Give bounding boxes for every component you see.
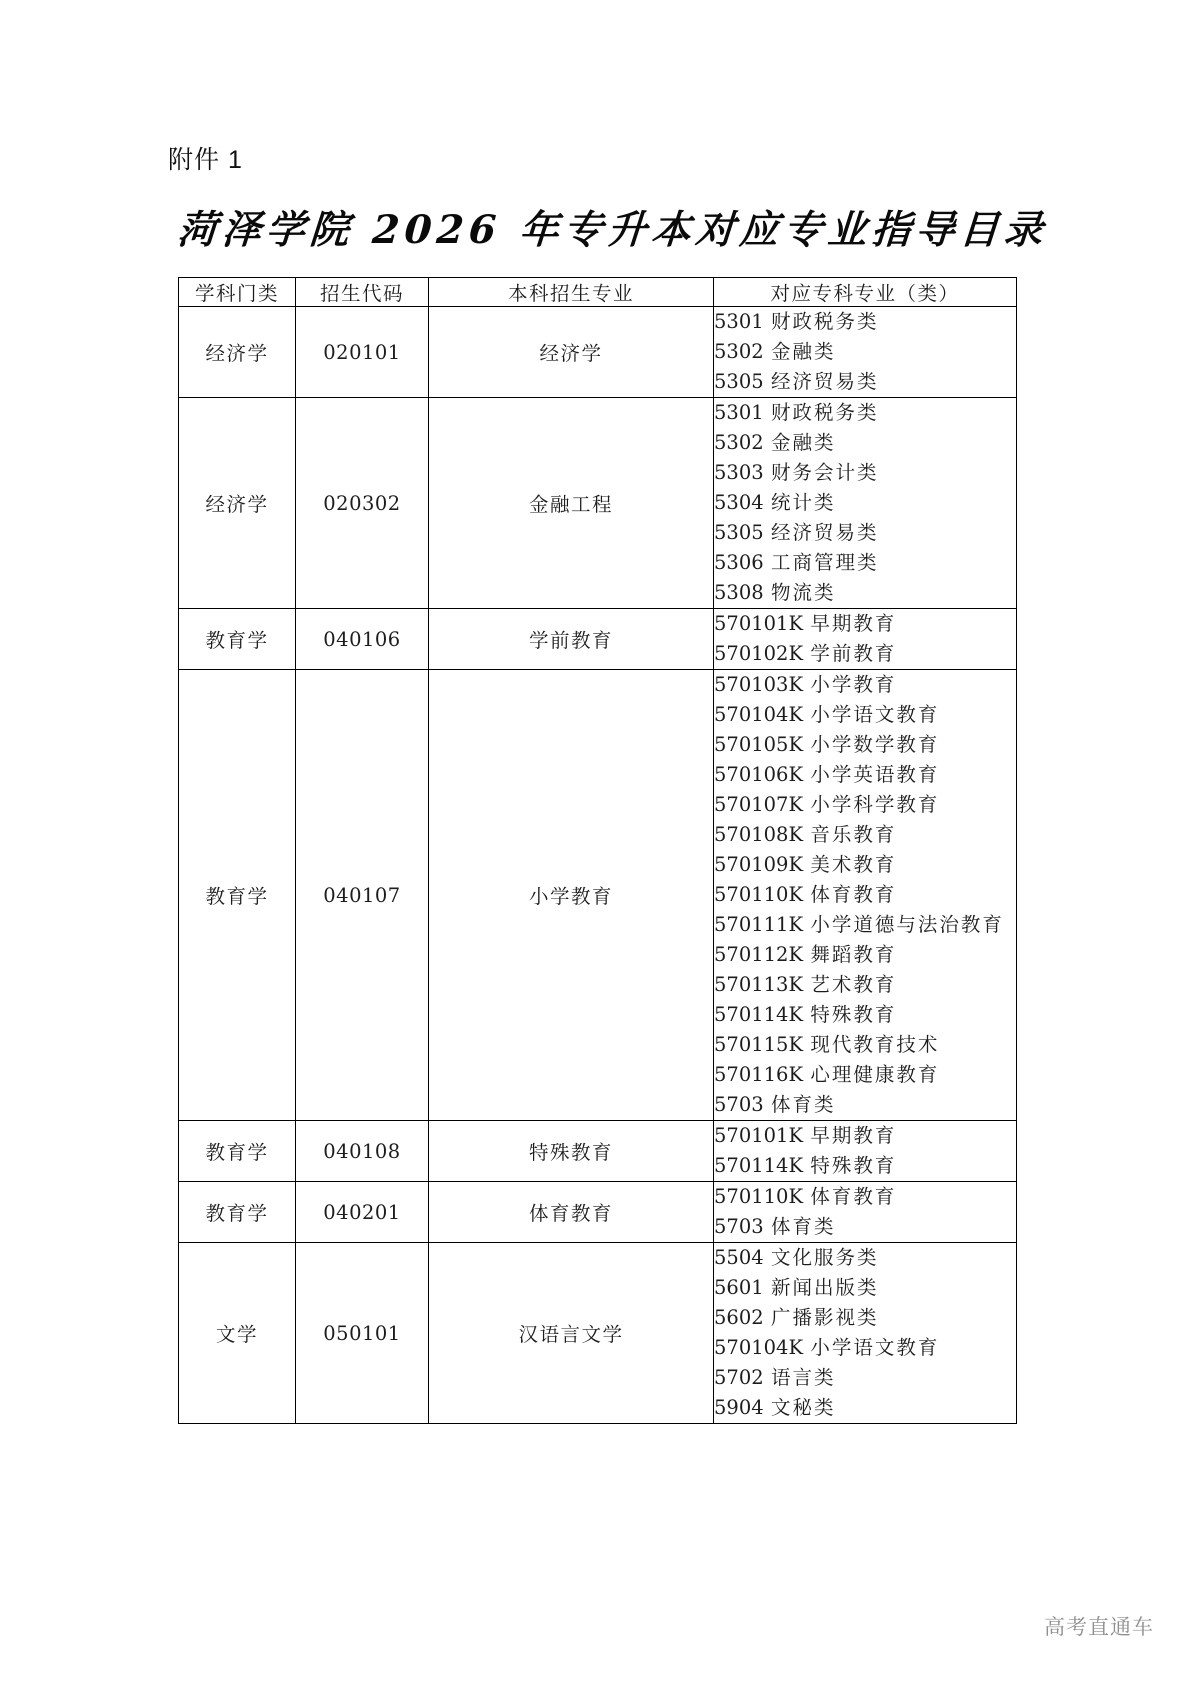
corresponding-major-code: 5305: [714, 370, 764, 393]
corresponding-major-code: 570112K: [714, 943, 804, 966]
corresponding-major-entry: [714, 458, 1016, 488]
corresponding-major-entry: [714, 1030, 1016, 1060]
table-row: [179, 609, 1017, 670]
table-row: [179, 1121, 1017, 1182]
corresponding-major-name: 学前教育: [810, 642, 897, 665]
entry-spacer: [764, 431, 771, 454]
cell-corresponding-majors: [714, 1182, 1017, 1243]
corresponding-major-entry: [714, 1303, 1016, 1333]
column-header-code: 招生代码: [296, 278, 429, 307]
corresponding-major-entry: [714, 1182, 1016, 1212]
corresponding-major-entry: [714, 850, 1016, 880]
corresponding-major-code: 5904: [714, 1396, 764, 1419]
corresponding-major-name: 金融类: [771, 431, 836, 454]
corresponding-major-entry: [714, 307, 1016, 337]
corresponding-major-entry: [714, 1273, 1016, 1303]
corresponding-major-entry: [714, 1151, 1016, 1181]
corresponding-major-entry: [714, 1121, 1016, 1151]
major-catalog-table: [178, 277, 1017, 1424]
corresponding-major-code: 570108K: [714, 823, 804, 846]
corresponding-major-code: 570114K: [714, 1154, 804, 1177]
corresponding-major-name: 新闻出版类: [771, 1276, 879, 1299]
corresponding-major-name: 特殊教育: [810, 1003, 897, 1026]
cell-corresponding-majors: [714, 307, 1017, 398]
entry-spacer: [764, 1215, 771, 1238]
column-header-discipline: 学科门类: [179, 278, 296, 307]
corresponding-major-entry: [714, 670, 1016, 700]
corresponding-major-name: 物流类: [771, 581, 836, 604]
corresponding-major-code: 570110K: [714, 883, 804, 906]
corresponding-major-name: 财政税务类: [771, 310, 879, 333]
corresponding-major-code: 5702: [714, 1366, 764, 1389]
cell-admission-code: 040201: [296, 1182, 429, 1243]
corresponding-major-code: 5703: [714, 1093, 764, 1116]
corresponding-major-entry: [714, 428, 1016, 458]
entry-spacer: [764, 1366, 771, 1389]
corresponding-major-entry: [714, 880, 1016, 910]
cell-corresponding-majors: [714, 670, 1017, 1121]
cell-admission-code: 040106: [296, 609, 429, 670]
corresponding-major-name: 早期教育: [810, 612, 897, 635]
table-row: [179, 1243, 1017, 1424]
cell-corresponding-majors: [714, 1243, 1017, 1424]
entry-spacer: [764, 1276, 771, 1299]
column-header-corresponding: 对应专科专业（类）: [714, 278, 1017, 307]
table-body: [179, 307, 1017, 1424]
table-row: [179, 670, 1017, 1121]
corresponding-major-entry: [714, 1243, 1016, 1273]
corresponding-major-entry: [714, 609, 1016, 639]
corresponding-major-entry: [714, 940, 1016, 970]
column-header-major: 本科招生专业: [429, 278, 714, 307]
corresponding-major-entry: [714, 760, 1016, 790]
entry-spacer: [764, 340, 771, 363]
corresponding-major-code: 570116K: [714, 1063, 804, 1086]
corresponding-major-name: 小学教育: [810, 673, 897, 696]
corresponding-major-code: 5302: [714, 431, 764, 454]
corresponding-major-code: 570109K: [714, 853, 804, 876]
corresponding-major-name: 小学数学教育: [810, 733, 940, 756]
corresponding-major-name: 财政税务类: [771, 401, 879, 424]
corresponding-major-code: 570105K: [714, 733, 804, 756]
entry-spacer: [764, 1306, 771, 1329]
corresponding-major-name: 小学语文教育: [810, 1336, 940, 1359]
corresponding-major-entry: [714, 730, 1016, 760]
corresponding-major-entry: [714, 790, 1016, 820]
entry-spacer: [764, 1396, 771, 1419]
cell-admission-code: 020101: [296, 307, 429, 398]
corresponding-major-code: 570103K: [714, 673, 804, 696]
corresponding-major-entry: [714, 1363, 1016, 1393]
corresponding-major-code: 5304: [714, 491, 764, 514]
corresponding-major-name: 体育类: [771, 1093, 836, 1116]
corresponding-major-entry: [714, 970, 1016, 1000]
corresponding-major-entry: [714, 488, 1016, 518]
corresponding-major-entry: [714, 820, 1016, 850]
corresponding-major-name: 小学英语教育: [810, 763, 940, 786]
corresponding-major-code: 5504: [714, 1246, 764, 1269]
cell-undergraduate-major: 学前教育: [429, 609, 714, 670]
corresponding-major-code: 570113K: [714, 973, 804, 996]
cell-discipline: 文学: [179, 1243, 296, 1424]
corresponding-major-entry: [714, 1212, 1016, 1242]
corresponding-major-entry: [714, 337, 1016, 367]
corresponding-major-name: 金融类: [771, 340, 836, 363]
corresponding-major-name: 音乐教育: [810, 823, 897, 846]
catalog-table-container: [178, 277, 1016, 1424]
cell-undergraduate-major: 小学教育: [429, 670, 714, 1121]
entry-spacer: [764, 521, 771, 544]
corresponding-major-entry: [714, 1333, 1016, 1363]
table-row: [179, 1182, 1017, 1243]
cell-corresponding-majors: [714, 398, 1017, 609]
entry-spacer: [764, 581, 771, 604]
cell-undergraduate-major: 经济学: [429, 307, 714, 398]
corresponding-major-name: 文化服务类: [771, 1246, 879, 1269]
entry-spacer: [764, 1246, 771, 1269]
corresponding-major-name: 小学科学教育: [810, 793, 940, 816]
corresponding-major-code: 5703: [714, 1215, 764, 1238]
cell-discipline: 教育学: [179, 670, 296, 1121]
corresponding-major-name: 体育教育: [810, 1185, 897, 1208]
corresponding-major-code: 5306: [714, 551, 764, 574]
corresponding-major-code: 5302: [714, 340, 764, 363]
cell-corresponding-majors: [714, 1121, 1017, 1182]
cell-undergraduate-major: 金融工程: [429, 398, 714, 609]
corresponding-major-name: 小学语文教育: [810, 703, 940, 726]
corresponding-major-entry: [714, 639, 1016, 669]
corresponding-major-name: 特殊教育: [810, 1154, 897, 1177]
entry-spacer: [764, 491, 771, 514]
corresponding-major-code: 570101K: [714, 612, 804, 635]
cell-admission-code: 040108: [296, 1121, 429, 1182]
corresponding-major-code: 570104K: [714, 703, 804, 726]
cell-undergraduate-major: 特殊教育: [429, 1121, 714, 1182]
table-header-row: [179, 278, 1017, 307]
corresponding-major-entry: [714, 1060, 1016, 1090]
entry-spacer: [764, 401, 771, 424]
corresponding-major-name: 经济贸易类: [771, 521, 879, 544]
corresponding-major-code: 5308: [714, 581, 764, 604]
corresponding-major-code: 570107K: [714, 793, 804, 816]
corresponding-major-entry: [714, 1000, 1016, 1030]
table-row: [179, 398, 1017, 609]
corresponding-major-name: 小学道德与法治教育: [810, 913, 1004, 936]
page-title: 菏泽学院 2026 年专升本对应专业指导目录: [176, 207, 1050, 253]
corresponding-major-code: 570114K: [714, 1003, 804, 1026]
cell-discipline: 经济学: [179, 398, 296, 609]
corresponding-major-code: 570104K: [714, 1336, 804, 1359]
cell-undergraduate-major: 汉语言文学: [429, 1243, 714, 1424]
cell-undergraduate-major: 体育教育: [429, 1182, 714, 1243]
cell-admission-code: 040107: [296, 670, 429, 1121]
cell-corresponding-majors: [714, 609, 1017, 670]
cell-discipline: 教育学: [179, 1121, 296, 1182]
corresponding-major-code: 570106K: [714, 763, 804, 786]
corresponding-major-code: 5301: [714, 310, 764, 333]
watermark: 高考直通车: [1044, 1616, 1154, 1639]
corresponding-major-code: 570115K: [714, 1033, 804, 1056]
entry-spacer: [764, 370, 771, 393]
corresponding-major-code: 570101K: [714, 1124, 804, 1147]
cell-admission-code: 050101: [296, 1243, 429, 1424]
corresponding-major-entry: [714, 398, 1016, 428]
entry-spacer: [764, 461, 771, 484]
cell-discipline: 教育学: [179, 609, 296, 670]
corresponding-major-name: 早期教育: [810, 1124, 897, 1147]
corresponding-major-code: 5305: [714, 521, 764, 544]
corresponding-major-code: 5602: [714, 1306, 764, 1329]
attachment-label: 附件 1: [168, 146, 243, 174]
entry-spacer: [764, 551, 771, 574]
corresponding-major-name: 统计类: [771, 491, 836, 514]
corresponding-major-code: 570111K: [714, 913, 804, 936]
corresponding-major-code: 570110K: [714, 1185, 804, 1208]
corresponding-major-name: 文秘类: [771, 1396, 836, 1419]
entry-spacer: [764, 1093, 771, 1116]
corresponding-major-name: 体育教育: [810, 883, 897, 906]
corresponding-major-entry: [714, 1393, 1016, 1423]
table-row: [179, 307, 1017, 398]
cell-admission-code: 020302: [296, 398, 429, 609]
corresponding-major-name: 体育类: [771, 1215, 836, 1238]
corresponding-major-code: 570102K: [714, 642, 804, 665]
corresponding-major-name: 艺术教育: [810, 973, 897, 996]
corresponding-major-code: 5303: [714, 461, 764, 484]
corresponding-major-name: 舞蹈教育: [810, 943, 897, 966]
cell-discipline: 教育学: [179, 1182, 296, 1243]
table-header: [179, 278, 1017, 307]
corresponding-major-code: 5301: [714, 401, 764, 424]
corresponding-major-entry: [714, 518, 1016, 548]
corresponding-major-name: 美术教育: [810, 853, 897, 876]
corresponding-major-entry: [714, 700, 1016, 730]
corresponding-major-name: 语言类: [771, 1366, 836, 1389]
corresponding-major-name: 经济贸易类: [771, 370, 879, 393]
corresponding-major-entry: [714, 367, 1016, 397]
corresponding-major-code: 5601: [714, 1276, 764, 1299]
corresponding-major-entry: [714, 548, 1016, 578]
corresponding-major-name: 现代教育技术: [810, 1033, 940, 1056]
corresponding-major-name: 工商管理类: [771, 551, 879, 574]
cell-discipline: 经济学: [179, 307, 296, 398]
corresponding-major-entry: [714, 910, 1016, 940]
corresponding-major-entry: [714, 578, 1016, 608]
corresponding-major-name: 广播影视类: [771, 1306, 879, 1329]
entry-spacer: [764, 310, 771, 333]
corresponding-major-name: 心理健康教育: [810, 1063, 940, 1086]
corresponding-major-entry: [714, 1090, 1016, 1120]
corresponding-major-name: 财务会计类: [771, 461, 879, 484]
